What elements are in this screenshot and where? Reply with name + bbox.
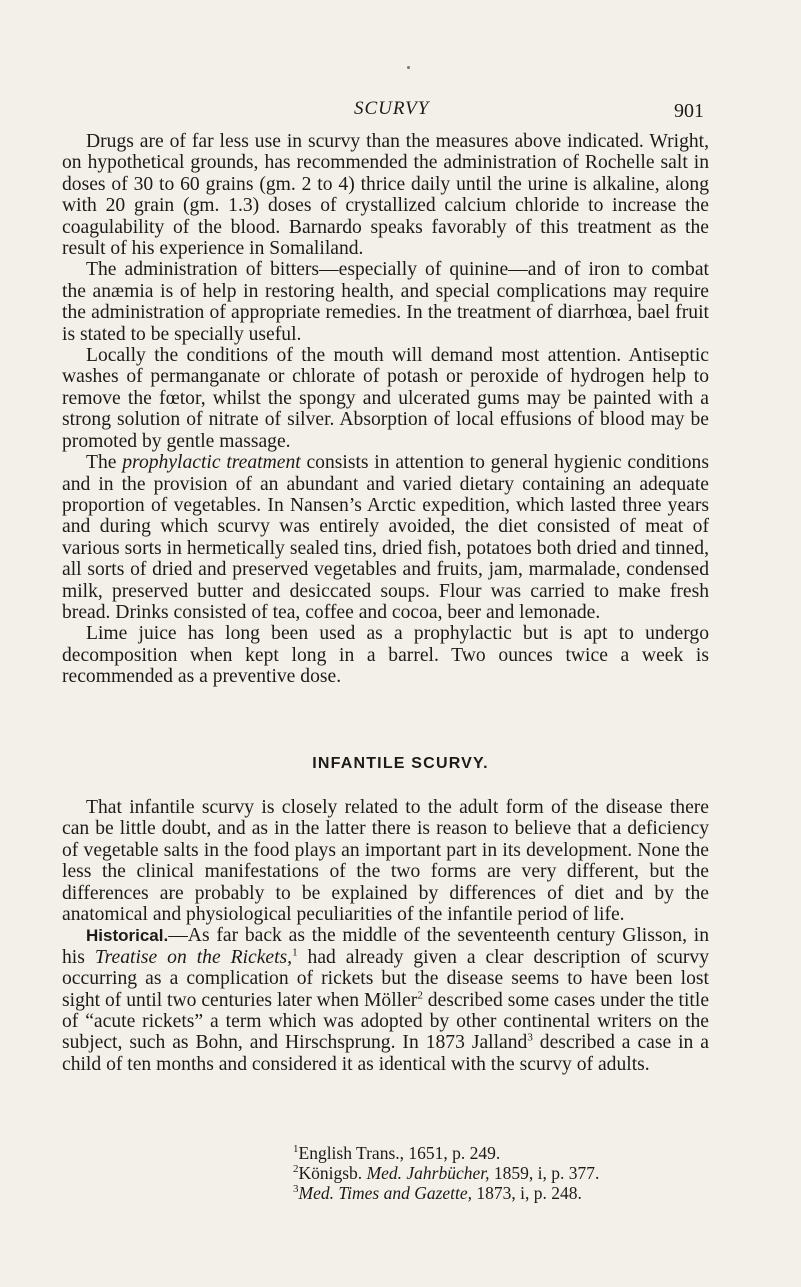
treatment-section: [62, 131, 709, 688]
page-number: 901: [674, 100, 704, 122]
paragraph-drugs: Drugs are of far less use in scurvy than the measures above indicated. Wright, on hypothetical grounds, has recommended the administration of Rochelle salt in doses of 30 to 60 grains (gm. 2 to 4) thrice daily until the urine is alkaline, along with 20 grain (gm. 1.3) doses of crystallized calcium chloride to increase the coagulability of the blood. Barnardo speaks favorably of this treatment as the result of his experience in Somaliland.: [62, 131, 709, 260]
page-header: [0, 98, 801, 128]
section-heading: INFANTILE SCURVY.: [312, 755, 489, 772]
running-title: SCURVY: [354, 98, 430, 119]
infantile-scurvy-section: [62, 797, 709, 1075]
footnote: $^3$Med. Times and Gazette, 1873, i, p. 248.: [293, 1183, 582, 1203]
paragraph-lime-juice: Lime juice has long been used as a prophylactic but is apt to undergo decomposition when kept long in a barrel. Two ounces twice a week is recommended as a preventive dose.: [62, 623, 709, 688]
prophylactic-term: prophylactic treatment: [122, 452, 301, 474]
paragraph-intro: That infantile scurvy is closely related to the adult form of the disease there can be little doubt, and as in the latter there is reason to believe that a deficiency of vegetable salts in the food plays an important part in its development. None the less the clinical manifestations of the two forms are very different, but the differences are probably to be explained by differences of diet and by the anatomical and physiological peculiarities of the infantile period of life.: [62, 797, 709, 926]
footnote-ref-2: 2: [417, 989, 423, 1002]
footnote-ref-1: 1: [292, 946, 298, 959]
footnote-ref-3: 3: [527, 1031, 533, 1044]
paragraph-prophylactic: The prophylactic treatment consists in attention to general hygienic conditions and in the provision of an abundant and varied dietary containing an adequate proportion of vegetables. In Nansen’s Arctic expedition, which lasted three years and during which scurvy was entirely avoided, the diet consisted of meat of various sorts in hermetically sealed tins, dried fish, potatoes both dried and tinned, all sorts of dried and preserved vegetables and fruits, jam, marmalade, condensed milk, preserved butter and desiccated soups. Flour was carried to make fresh bread. Drinks consisted of tea, coffee and cocoa, beer and lemonade.: [62, 452, 709, 623]
print-speck: [407, 66, 410, 69]
footnotes: [293, 1143, 713, 1203]
paragraph-bitters: The administration of bitters—especially of quinine—and of iron to combat the anæmia is of help in restoring health, and special complications may require the administration of appropriate remedies. In the treatment of diarrhœa, bael fruit is stated to be specially useful.: [62, 259, 709, 345]
paragraph-historical: Historical.—As far back as the middle of the seventeenth century Glisson, in his Treatise on the Rickets,$^1$ had already given a clear description of scurvy occurring as a complication of rickets but the disease seems to have been lost sight of until two centuries later when Möller$^2$ described some cases under the title of “acute rickets” a term which was adopted by other continental writers on the subject, such as Bohn, and Hirschsprung. In 1873 Jalland$^3$ described a case in a child of ten months and considered it as identical with the scurvy of adults.: [62, 925, 710, 1075]
footnote: $^2$Königsb. Med. Jahrbücher, 1859, i, p. 377.: [293, 1163, 600, 1183]
treatise-title: Treatise on the Rickets,: [94, 946, 293, 968]
historical-run-in-heading: Historical.: [86, 926, 169, 946]
paragraph-local-treatment: Locally the conditions of the mouth will demand most attention. Antiseptic washes of permanganate or chlorate of potash or peroxide of hydrogen help to remove the fœtor, whilst the spongy and ulcerated gums may be painted with a strong solution of nitrate of silver. Absorption of local effusions of blood may be promoted by gentle massage.: [62, 345, 709, 452]
footnote: $^1$English Trans., 1651, p. 249.: [293, 1143, 501, 1163]
